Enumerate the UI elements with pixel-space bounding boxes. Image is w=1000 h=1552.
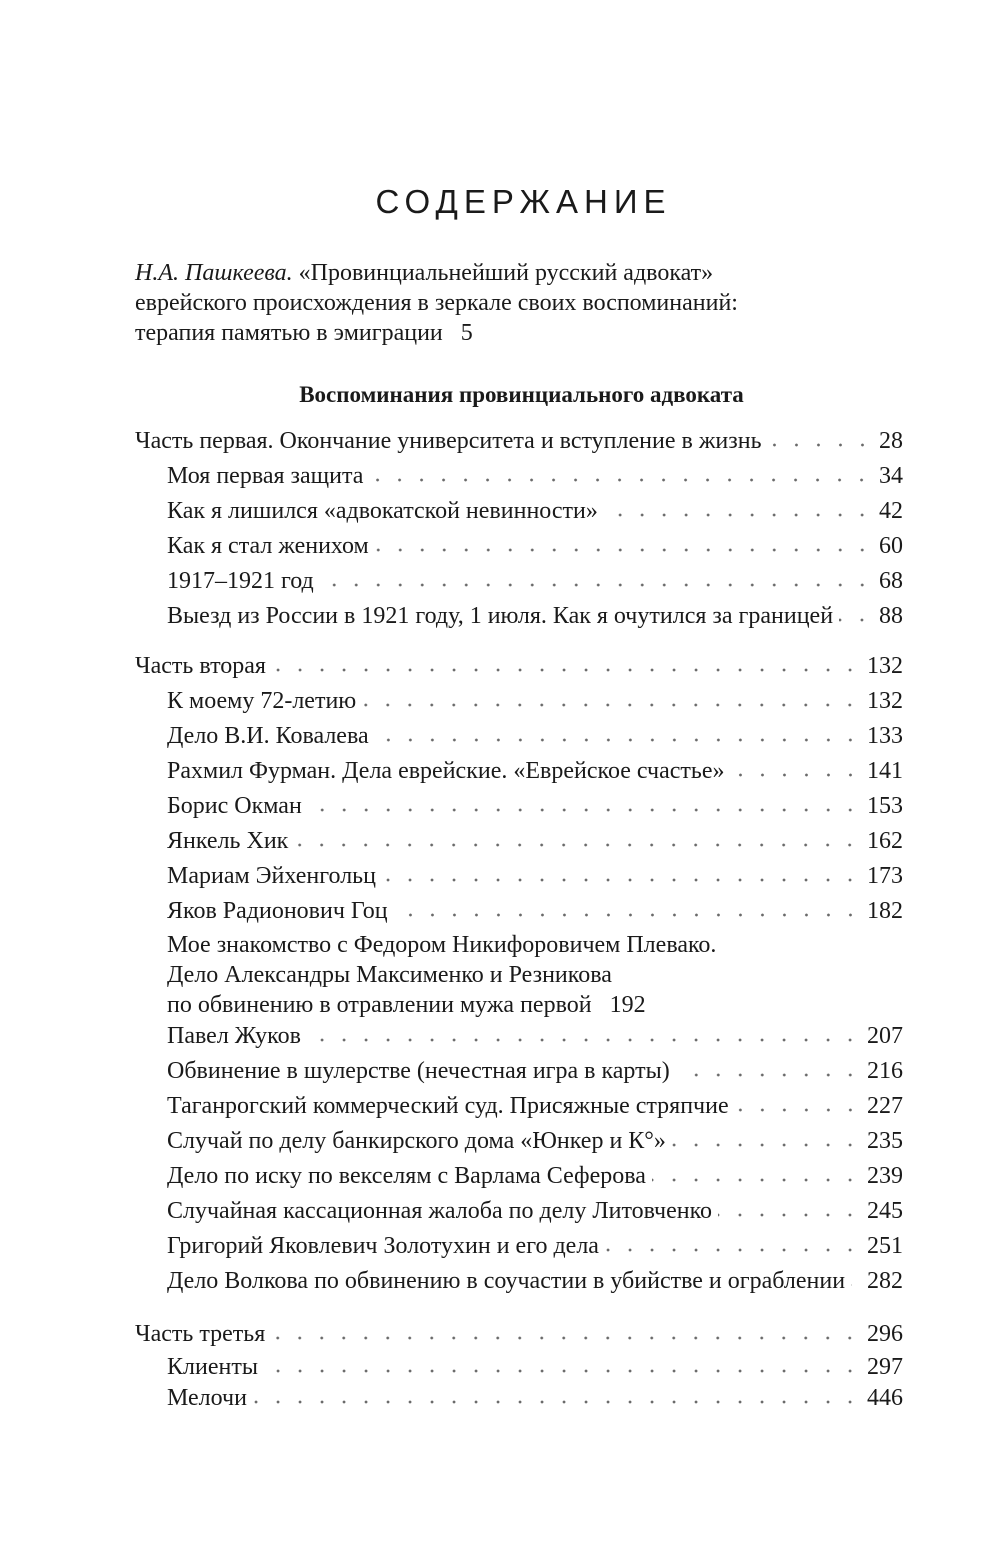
entry-title: Янкель Хик — [167, 828, 289, 854]
leader-dots — [676, 1072, 861, 1078]
leader-dots — [362, 702, 861, 708]
leader-dots — [382, 877, 861, 883]
toc-part-entry — [135, 651, 903, 681]
entry-title: К моему 72-летию — [167, 688, 357, 714]
toc-entry — [167, 1161, 903, 1191]
part-title: Часть первая. Окончание университета и вступление в жизнь — [135, 428, 762, 454]
leader-dots — [369, 477, 873, 483]
page-number: 182 — [867, 898, 903, 924]
leader-dots — [839, 617, 873, 623]
toc-entry — [167, 1126, 903, 1156]
entry-title: Как я лишился «адвокатской невинности» — [167, 498, 598, 524]
part-title: Часть третья — [135, 1321, 266, 1347]
page-number: 141 — [867, 758, 903, 784]
page-number: 297 — [867, 1354, 903, 1380]
toc-entry — [167, 1196, 903, 1226]
entry-title: 1917–1921 год — [167, 568, 314, 594]
leader-dots — [851, 1282, 861, 1288]
entry-title-line3: по обвинению в отравлении мужа первой — [167, 992, 592, 1018]
toc-entry — [167, 791, 903, 821]
entry-title: Моя первая защита — [167, 463, 364, 489]
page-number: 132 — [867, 688, 903, 714]
entry-title: Мариам Эйхенгольц — [167, 863, 376, 889]
leader-dots — [294, 842, 861, 848]
leader-dots — [320, 582, 873, 588]
toc-entry — [167, 496, 903, 526]
leader-dots — [718, 1212, 861, 1218]
toc-part-entry — [135, 1319, 903, 1349]
page-number: 227 — [867, 1093, 903, 1119]
entry-title: Яков Радионович Гоц — [167, 898, 388, 924]
page-number: 235 — [867, 1128, 903, 1154]
entry-title-line2: Дело Александры Максименко и Резникова — [167, 962, 612, 988]
leader-dots — [394, 912, 861, 918]
toc-entry — [167, 601, 903, 631]
entry-title: Таганрогский коммерческий суд. Присяжные стряпчие — [167, 1093, 729, 1119]
leader-dots — [604, 512, 873, 518]
page-number: 245 — [867, 1198, 903, 1224]
intro-author: Н.А. Пашкеева. — [135, 260, 293, 286]
page-number: 282 — [867, 1268, 903, 1294]
toc-entry — [167, 756, 903, 786]
page-number: 251 — [867, 1233, 903, 1259]
leader-dots — [731, 772, 861, 778]
leader-dots — [735, 1107, 861, 1113]
entry-title: Выезд из России в 1921 году, 1 июля. Как я очутился за границей — [167, 603, 834, 629]
leader-dots — [375, 547, 873, 553]
page-number: 88 — [879, 603, 903, 629]
intro-entry — [135, 258, 903, 348]
toc-entry — [167, 686, 903, 716]
entry-title: Дело В.И. Ковалева — [167, 723, 369, 749]
entry-title: Борис Окман — [167, 793, 302, 819]
entry-title: Павел Жуков — [167, 1023, 301, 1049]
leader-dots — [307, 1037, 861, 1043]
page-number: 162 — [867, 828, 903, 854]
entry-title: Рахмил Фурман. Дела еврейские. «Еврейское счастье» — [167, 758, 725, 784]
leader-dots — [253, 1399, 861, 1405]
page-number: 153 — [867, 793, 903, 819]
leader-dots — [308, 807, 861, 813]
page-number: 239 — [867, 1163, 903, 1189]
page-number: 133 — [867, 723, 903, 749]
toc-entry — [167, 1056, 903, 1086]
entry-title: Григорий Яковлевич Золотухин и его дела — [167, 1233, 599, 1259]
page-number: 68 — [879, 568, 903, 594]
toc-entry — [167, 721, 903, 751]
leader-dots — [605, 1247, 861, 1253]
page-number: 60 — [879, 533, 903, 559]
leader-dots — [768, 442, 873, 448]
toc-entry — [167, 1266, 903, 1296]
entry-title-line1: Мое знакомство с Федором Никифоровичем Плевако. — [167, 932, 717, 958]
toc-entry — [167, 531, 903, 561]
page-number: 296 — [867, 1321, 903, 1347]
toc-entry — [167, 896, 903, 926]
leader-dots — [375, 737, 861, 743]
entry-title: Случай по делу банкирского дома «Юнкер и К°» — [167, 1128, 666, 1154]
toc-entry — [167, 1383, 903, 1413]
part-title: Часть вторая — [135, 653, 266, 679]
section-title: Воспоминания провинциального адвоката — [299, 382, 744, 407]
leader-dots — [264, 1368, 861, 1374]
page-number: 207 — [867, 1023, 903, 1049]
entry-title: Как я стал женихом — [167, 533, 369, 559]
page-number: 42 — [879, 498, 903, 524]
toc-entry — [167, 861, 903, 891]
toc-entry — [167, 1231, 903, 1261]
page-number: 192 — [609, 992, 646, 1018]
page-title: СОДЕРЖАНИЕ — [375, 183, 672, 220]
toc-entry — [167, 1091, 903, 1121]
intro-title-line2: еврейского происхождения в зеркале своих воспоминаний: — [135, 290, 738, 316]
leader-dots — [271, 1335, 861, 1341]
toc-entry — [167, 826, 903, 856]
entry-title: Случайная кассационная жалоба по делу Литовченко — [167, 1198, 713, 1224]
toc-entry-multiline — [167, 930, 903, 1020]
page-number: 173 — [867, 863, 903, 889]
page-number: 216 — [867, 1058, 903, 1084]
intro-title-line1: «Провинциальнейший русский адвокат» — [298, 260, 714, 286]
toc-entry — [167, 566, 903, 596]
page-number: 28 — [879, 428, 903, 454]
entry-title: Клиенты — [167, 1354, 258, 1380]
page-number: 5 — [460, 320, 473, 346]
toc-entry — [167, 461, 903, 491]
toc-entry — [167, 1021, 903, 1051]
entry-title: Мелочи — [167, 1385, 247, 1411]
page-number: 34 — [879, 463, 903, 489]
toc-part-entry — [135, 426, 903, 456]
leader-dots — [652, 1177, 861, 1183]
entry-title: Обвинение в шулерстве (нечестная игра в карты) — [167, 1058, 670, 1084]
page-number: 446 — [867, 1385, 903, 1411]
entry-title: Дело Волкова по обвинению в соучастии в убийстве и ограблении — [167, 1268, 846, 1294]
leader-dots — [272, 667, 861, 673]
entry-title: Дело по иску по векселям с Варлама Сеферова — [167, 1163, 646, 1189]
toc-entry — [167, 1352, 903, 1382]
intro-title-line3: терапия памятью в эмиграции — [135, 320, 443, 346]
leader-dots — [672, 1142, 861, 1148]
page-number: 132 — [867, 653, 903, 679]
